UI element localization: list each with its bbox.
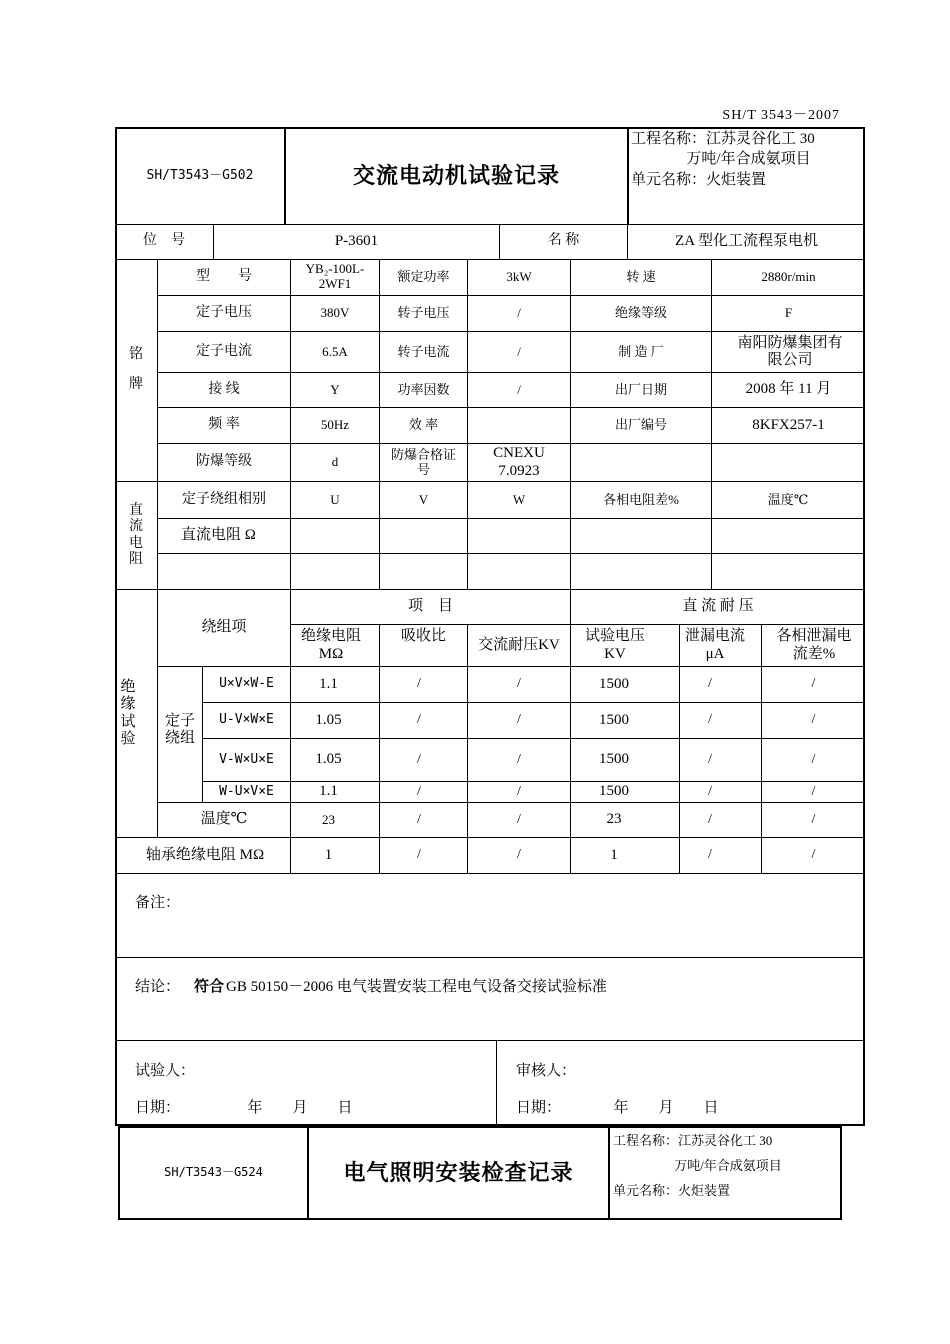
frequency-label: 频 率 [208, 417, 240, 433]
type-label: 型 号 [196, 268, 252, 284]
position-value: P-3601 [334, 232, 379, 249]
dc-char-1: 直 [129, 503, 143, 519]
ex-cert-label: 防爆合格证号 [390, 446, 456, 477]
ins-row-4-testv: 1500 [599, 783, 629, 800]
ins-row-2-leak: / [708, 712, 712, 728]
ins-row-2-absorb: / [417, 712, 421, 728]
ins-row-1-leak: / [708, 676, 712, 692]
ins-char-1: 绝 [120, 679, 136, 695]
col-absorption-ratio: 吸收比 [400, 628, 446, 645]
name-value: ZA 型化工流程泵电机 [675, 232, 818, 249]
ins-row-4-leak: / [708, 783, 712, 799]
nameplate-char-1: 铭 [129, 346, 143, 362]
form-code: SH/T3543－G502 [146, 167, 254, 183]
stator-current-label: 定子电流 [196, 343, 252, 359]
dc-resistance-label: 直流电阻 Ω [181, 527, 256, 544]
bearing-row-leak: / [708, 847, 712, 863]
conclusion-label: 结论： [135, 979, 181, 996]
dc-char-2: 流 [129, 519, 143, 535]
ins-row-3-diff: / [811, 751, 816, 767]
insulation-class-label: 绝缘等级 [614, 305, 667, 321]
item-header: 项 目 [407, 598, 453, 615]
unit-name: 单元名称：火炬装置 [631, 172, 767, 189]
position-label: 位 号 [143, 233, 185, 249]
insulation-class-value: F [784, 305, 793, 321]
temp-row-testv: 23 [606, 811, 622, 828]
dc-withstand-header: 直 流 耐 压 [682, 598, 754, 615]
efficiency-value [468, 408, 570, 443]
frequency-value: 50Hz [320, 417, 350, 433]
dc-section-label [115, 482, 157, 589]
speed-label: 转 速 [626, 268, 656, 284]
bearing-row-label: 轴承绝缘电阻 MΩ [145, 846, 265, 863]
ins-row-2-ir: 1.05 [315, 711, 342, 728]
ins-row-4-diff: / [811, 783, 816, 799]
tester-label: 试验人： [135, 1063, 196, 1080]
next-project-name-cont: 万吨/年合成氨项目 [674, 1157, 782, 1173]
ins-row-2-ac: / [517, 712, 521, 728]
phase-w: W [512, 491, 526, 507]
col-test-voltage: 试验电压KV [584, 628, 645, 662]
bearing-row-ac: / [517, 847, 521, 863]
ins-row-3-testv: 1500 [599, 751, 629, 768]
phase-u: U [330, 491, 340, 507]
efficiency-label: 效 率 [408, 417, 439, 433]
next-form-title: 电气照明安装检查记录 [343, 1160, 574, 1186]
standard-ref: SH/T 3543－2007 [722, 108, 840, 123]
temp-row-absorb: / [417, 811, 421, 827]
col-leakage-diff: 各相泄漏电流差% [776, 628, 852, 662]
serial-label: 出厂编号 [614, 417, 667, 433]
conclusion-text: GB 50150－2006 电气装置安装工程电气设备交接试验标准 [226, 979, 607, 996]
rotor-current-label: 转子电流 [397, 343, 450, 359]
manufacture-date-value: 2008 年 11 月 [745, 381, 832, 398]
temp-row-ir: 23 [322, 811, 335, 827]
ins-row-1-ir: 1.1 [319, 675, 338, 692]
temp-row-ac: / [517, 811, 521, 827]
ins-row-1-testv: 1500 [599, 675, 629, 692]
temp-row-leak: / [708, 811, 712, 827]
serial-value: 8KFX257-1 [752, 416, 825, 433]
rated-power-label: 额定功率 [397, 268, 450, 284]
ex-class-value: d [331, 454, 339, 470]
col-ac-withstand: 交流耐压KV [478, 636, 560, 653]
ins-row-2-diff: / [811, 712, 816, 728]
ins-row-1-absorb: / [417, 676, 421, 692]
bearing-row-absorb: / [417, 847, 421, 863]
ins-row-4-absorb: / [417, 783, 421, 799]
tester-date: 日期： 年 月 日 [135, 1100, 353, 1117]
ex-cert-value: CNEXU 7.0923 [493, 445, 545, 479]
power-factor-label: 功率因数 [397, 381, 450, 397]
dc-char-4: 阻 [129, 551, 143, 567]
ins-row-1-diff: / [811, 676, 816, 692]
winding-item-label: 绕组项 [201, 619, 247, 636]
ins-row-4-name: W-U×V×E [219, 783, 274, 799]
next-unit-name: 单元名称：火炬装置 [613, 1182, 731, 1198]
ins-row-3-ir: 1.05 [315, 751, 342, 768]
temp-row-label: 温度℃ [200, 811, 248, 828]
stator-current-value: 6.5A [322, 343, 348, 359]
stator-winding-label: 定子绕组 [164, 712, 195, 746]
ins-char-3: 试 [120, 713, 136, 730]
stator-voltage-label: 定子电压 [196, 305, 252, 321]
temp-row-diff: / [811, 811, 816, 827]
rotor-current-value: / [517, 343, 521, 359]
bearing-row-testv: 1 [610, 846, 618, 863]
speed-value: 2880r/min [761, 268, 816, 284]
bearing-row-ir: 1 [324, 846, 333, 863]
ins-row-4-ir: 1.1 [319, 783, 338, 800]
insulation-section-label [115, 590, 141, 837]
ins-row-1-ac: / [517, 676, 521, 692]
power-factor-value: / [517, 381, 521, 397]
ins-row-2-name: U-V×W×E [219, 712, 274, 728]
wiring-value: Y [330, 381, 340, 397]
ins-row-2-testv: 1500 [599, 711, 629, 728]
type-value: YB₂-100L-2WF1 [305, 261, 365, 291]
name-label: 名 称 [547, 233, 580, 249]
ins-row-3-ac: / [517, 751, 521, 767]
reviewer-label: 审核人： [516, 1063, 577, 1080]
col-leakage-current: 泄漏电流μA [684, 628, 745, 662]
conclusion-verdict: 符合 [194, 979, 225, 996]
dc-char-3: 电 [129, 535, 143, 551]
rotor-voltage-label: 转子电压 [397, 305, 450, 321]
rotor-voltage-value: / [517, 305, 521, 321]
phase-diff-label: 各相电阻差% [603, 491, 679, 507]
bearing-row-diff: / [811, 847, 816, 863]
ex-class-label: 防爆等级 [196, 454, 252, 470]
nameplate-char-2: 牌 [129, 377, 143, 392]
next-project-name: 工程名称：江苏灵谷化工 30 [613, 1132, 773, 1148]
manufacture-date-label: 出厂日期 [614, 381, 667, 397]
next-form-code: SH/T3543－G524 [164, 1165, 263, 1180]
remarks-label: 备注： [135, 895, 181, 912]
ins-row-3-name: V-W×U×E [219, 751, 274, 767]
ins-row-1-name: U×V×W-E [219, 676, 274, 692]
manufacturer-value: 南阳防爆集团有限公司 [737, 334, 843, 368]
rated-power-value: 3kW [506, 268, 532, 284]
phase-label: 定子绕组相别 [182, 491, 266, 507]
phase-v: V [418, 491, 429, 507]
form-title: 交流电动机试验记录 [352, 163, 560, 189]
reviewer-date: 日期： 年 月 日 [516, 1100, 719, 1117]
stator-voltage-value: 380V [320, 305, 350, 321]
ins-row-3-leak: / [708, 751, 712, 767]
project-name: 工程名称：江苏灵谷化工 30 [631, 131, 815, 148]
col-insulation-resistance: 绝缘电阻MΩ [300, 628, 361, 662]
manufacturer-label: 制 造 厂 [618, 343, 664, 359]
ins-char-2: 缘 [120, 696, 136, 713]
project-name-cont: 万吨/年合成氨项目 [686, 151, 811, 168]
nameplate-section-label [115, 259, 157, 481]
dc-temp-label: 温度℃ [767, 491, 809, 507]
conclusion [135, 976, 855, 1000]
wiring-label: 接 线 [208, 381, 240, 397]
ins-char-4: 验 [120, 730, 136, 747]
ins-row-4-ac: / [517, 783, 521, 799]
ins-row-3-absorb: / [417, 751, 421, 767]
